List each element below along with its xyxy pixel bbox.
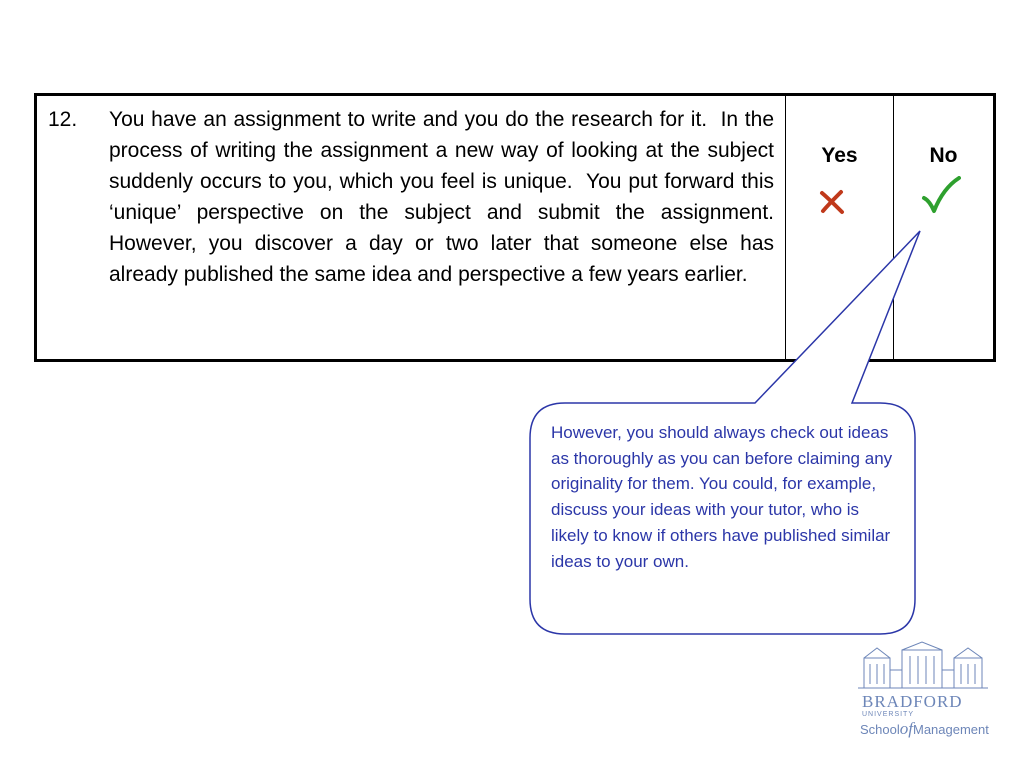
question-text: You have an assignment to write and you do the research for it. In the process of writing the assignment a new way of looking at the subject suddenly occurs to you, which you feel is unique. You put forward this ‘unique’ perspective on the subject and submit the assignment. However, you discover a day or two later that someone else has already published the same idea and perspective a few years earlier. [109,108,786,286]
logo-school-word: School [860,722,900,737]
callout-text: However, you should always check out ideas as thoroughly as you can before claiming any originality for them. You could, for example, discuss your ideas with your tutor, who is likely to know if others have published similar ideas to your own. [551,423,893,571]
logo-management-word: Management [912,722,989,737]
question-number: 12. [48,108,78,131]
logo-school [860,719,989,739]
logo-of-word: of [899,719,913,738]
no-label: No [929,144,958,167]
bradford-building-logo-icon [858,640,988,690]
logo-university: UNIVERSITY [862,711,915,718]
logo-title: BRADFORD [862,692,963,711]
yes-label: Yes [821,144,858,167]
